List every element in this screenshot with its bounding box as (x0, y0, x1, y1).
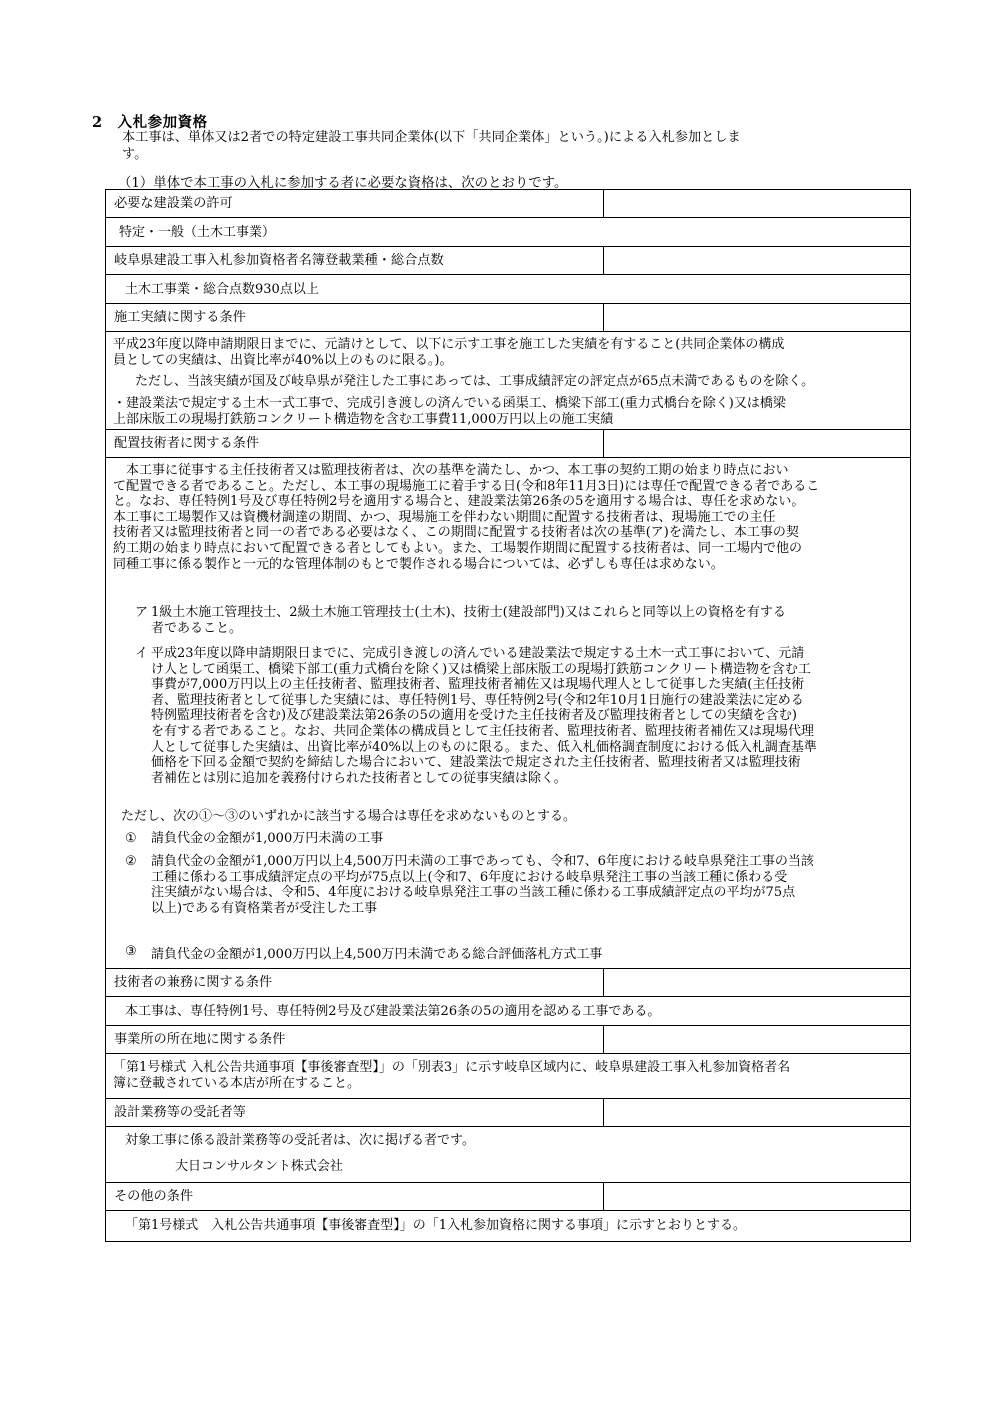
row-header-engineer (106, 430, 910, 458)
license-body-cell (106, 218, 910, 247)
row-header-other (106, 1183, 910, 1211)
concurrent-body-cell (106, 997, 910, 1026)
other-label: その他の条件 (106, 1183, 604, 1210)
qualification-table (105, 189, 911, 1242)
row-header-concurrent (106, 969, 910, 997)
record-label: 施工実績に関する条件 (106, 304, 604, 331)
office-body: 「第1号様式 入札公告共通事項【事後審査型】」の「別表3」に示す岐阜区域内に、岐阜県建設工事入札参加資格者名 簿に登載されている本店が所在すること。 (113, 1060, 791, 1091)
exemption-note: ただし、次の①～③のいずれかに該当する場合は専任を求めないものとする。 (121, 809, 577, 824)
subsection-title: （1）単体で本工事の入札に参加する者に必要な資格は、次のとおりです。 (118, 176, 568, 191)
engineer-label: 配置技術者に関する条件 (106, 430, 604, 457)
concurrent-label: 技術者の兼務に関する条件 (106, 969, 604, 996)
row-header-license (106, 190, 910, 218)
registry-body-cell (106, 275, 910, 304)
criterion-i-text: 平成23年度以降申請期限日までに、完成引き渡しの済んでいる建設業法で規定する土木一式工事において、元請 け人として函渠工、橋梁下部工(重力式橋台を除く)又は橋梁上部床版工の現場打鉄筋コンクリート構造物を含む工 事費が7,000万円以上の主任技術者、監理技術者、監理技術者補佐又は現場代理人として従事した実績(主任技術 者、監理技術者として従事した実績には、専任特例1号、専任特例2号(令和2年10月1日施行の建設業法に定める 特例監理技術者を含む)及び建設業法第26条の5の適用を受けた主任技術者及び監理技術者としての実績を含む) を有する者であること。なお、共同企業体の構成員として主任技術者、監理技術者、監理技術者補佐又は現場代理 人として従事した実績は、出資比率が40%以上のものに限る。また、低入札価格調査制度における低入札調査基準 価格を下回る金額で契約を締結した場合において、建設業法で規定された主任技術者、監理技術者又は監理技術 者補佐とは別に追加を義務付けられた技術者としての従事実績は除く。 (151, 646, 817, 786)
record-paragraph-1: 平成23年度以降申請期限日までに、元請けとして、以下に示す工事を施工した実績を有すること(共同企業体の構成 員としての実績は、出資比率が40%以上のものに限る。)。 (113, 337, 785, 368)
criterion-i-mark: イ (135, 646, 149, 661)
office-body-cell (106, 1054, 910, 1099)
exemption-1-mark: ① (125, 831, 137, 846)
criterion-a-mark: ア (135, 605, 149, 620)
row-header-registry (106, 247, 910, 275)
section-heading: 2 入札参加資格 (92, 114, 208, 131)
record-paragraph-3: ・建設業法で規定する土木一式工事で、完成引き渡しの済んでいる函渠工、橋梁下部工(重力式橋台を除く)又は橋梁 上部床版工の現場打鉄筋コンクリート構造物を含む工事費11,000万円以上の施工実績 (113, 396, 786, 427)
other-body: 「第1号様式 入札公告共通事項【事後審査型】」の「1入札参加資格に関する事項」に示すとおりとする。 (125, 1218, 747, 1233)
criterion-a-text: 1級土木施工管理技士、2級土木施工管理技士(土木)、技術士(建設部門)又はこれらと同等以上の資格を有する 者であること。 (151, 605, 786, 636)
exemption-2-mark: ② (125, 854, 137, 869)
design-body: 対象工事に係る設計業務等の受託者は、次に掲げる者です。 (125, 1133, 475, 1148)
design-label: 設計業務等の受託者等 (106, 1099, 604, 1126)
engineer-paragraph: 本工事に従事する主任技術者又は監理技術者は、次の基準を満たし、かつ、本工事の契約工期の始まり時点におい て配置できる者であること。ただし、本工事の現場施工に着手する日(令和8年11月3日)には専任で配置できる者であるこ と。なお、専任特例1号及び専任特例2号を適用する場合と、建設業法第26条の5を適用する場合は、専任を求めない。 本工事に工場製作又は資機材調達の期間、かつ、現場施工を伴わない期間に配置する技術者は、現場施工での主任 技術者又は監理技術者と同一の者である必要はなく、この期間に配置する技術者は次の基準(ア)を満たし、本工事の契 約工期の始まり時点において配置できる者としてもよい。また、工場製作期間に配置する技術者は、同一工場内で他の 同種工事に係る製作と一元的な管理体制のもとで製作される場合については、必ずしも専任は求めない。 (113, 463, 820, 572)
record-paragraph-2: ただし、当該実績が国及び岐阜県が発注した工事にあっては、工事成績評定の評定点が65点未満であるものを除く。 (135, 374, 815, 389)
exemption-1-text: 請負代金の金額が1,000万円未満の工事 (151, 831, 384, 846)
record-body-cell (106, 332, 910, 430)
registry-body: 土木工事業・総合点数930点以上 (125, 282, 319, 297)
intro-paragraph: 本工事は、単体又は2者での特定建設工事共同企業体(以下「共同企業体」という。)による入札参加としま す。 (122, 130, 741, 162)
license-label: 必要な建設業の許可 (106, 190, 604, 217)
row-header-record (106, 304, 910, 332)
design-body-cell (106, 1127, 910, 1183)
row-header-design (106, 1099, 910, 1127)
engineer-body-cell (106, 458, 910, 969)
design-company: 大日コンサルタント株式会社 (175, 1159, 343, 1174)
license-body: 特定・一般（土木工事業） (119, 225, 276, 240)
row-header-office (106, 1026, 910, 1054)
exemption-2-text: 請負代金の金額が1,000万円以上4,500万円未満の工事であっても、令和7、6年度における岐阜県発注工事の当該 工種に係わる工事成績評定点の平均が75点以上(令和7、6年度における岐阜県発注工事の当該工種に係わる受 注実績がない場合は、令和5、4年度における岐阜県発注工事の当該工種に係わる工事成績評定点の平均が75点 以上)である有資格業者が受注した工事 (151, 854, 814, 916)
exemption-3-mark: ③ (125, 944, 137, 959)
office-label: 事業所の所在地に関する条件 (106, 1026, 604, 1053)
registry-label: 岐阜県建設工事入札参加資格者名簿登載業種・総合点数 (106, 247, 604, 274)
exemption-3-text: 請負代金の金額が1,000万円以上4,500万円未満である総合評価落札方式工事 (151, 947, 603, 962)
concurrent-body: 本工事は、専任特例1号、専任特例2号及び建設業法第26条の5の適用を認める工事である。 (125, 1004, 661, 1019)
other-body-cell (106, 1211, 910, 1241)
